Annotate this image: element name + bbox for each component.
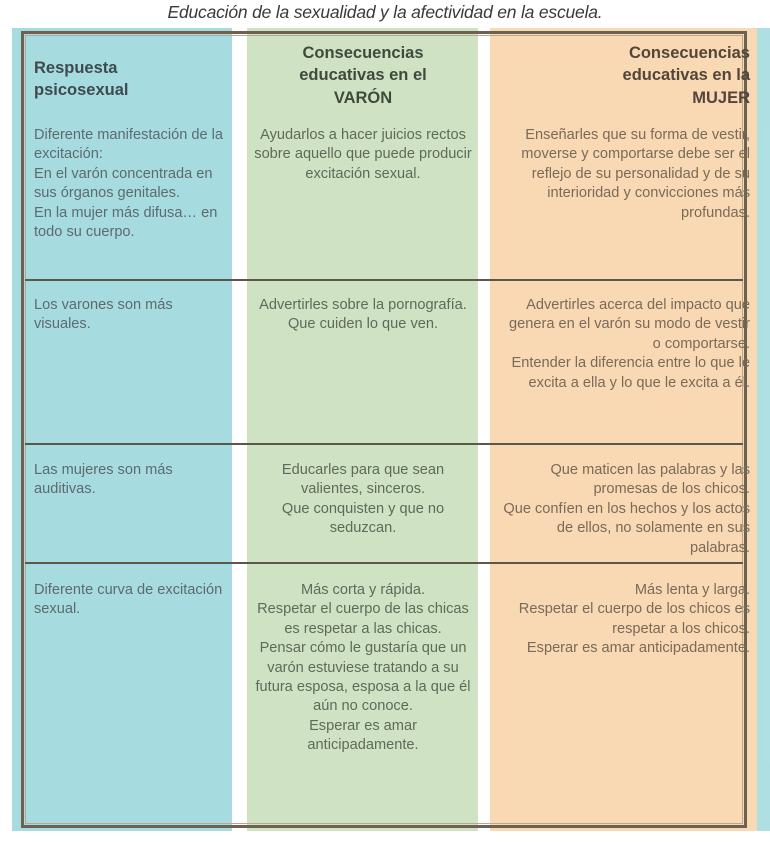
column-header-varon: Consecuencias educativas en el VARÓN (299, 44, 427, 107)
table-cell-mujer: Advertirles acerca del impacto que genera en el varón su modo de vestir o comportarse. Entender la diferencia entre lo que le excita a ella y lo que le excita a él. (509, 297, 750, 391)
table-cell-respuesta-psicosexual: Diferente manifestación de la excitación: En el varón concentrada en sus órganos genitales. En la mujer más difusa… en todo su cuerpo. (34, 127, 224, 241)
table-cell-varon: Advertirles sobre la pornografía. Que cuiden lo que ven. (259, 297, 467, 333)
table-cell-respuesta-psicosexual: Los varones son más visuales. (34, 297, 173, 333)
table-cell-respuesta-psicosexual: Las mujeres son más auditivas. (34, 462, 173, 498)
table-cell-mujer: Que maticen las palabras y las promesas de los chicos. Que confíen en los hechos y los actos de ellos, no solamente en sus palabras. (503, 462, 750, 556)
page-title: Educación de la sexualidad y la afectividad en la escuela. (167, 2, 603, 22)
table-cell-varon: Más corta y rápida. Respetar el cuerpo de las chicas es respetar a las chicas. Pensar cómo le gustaría que un varón estuviese tratando a su futura esposa, esposa a la que él aún no conoce. Esperar es amar anticipadamente. (255, 582, 471, 754)
table-cell-varon: Ayudarlos a hacer juicios rectos sobre aquello que puede producir excitación sexual. (254, 127, 472, 182)
right-edge-teal-strip-fade (757, 28, 770, 831)
table-cell-mujer: Más lenta y larga. Respetar el cuerpo de los chicos es respetar a los chicos. Esperar es amar anticipadamente. (518, 582, 750, 657)
column-header-respuesta-psicosexual: Respuesta psicosexual (34, 59, 129, 100)
table-cell-respuesta-psicosexual: Diferente curva de excitación sexual. (34, 582, 223, 618)
table-cell-mujer: Enseñarles que su forma de vestir, moverse y comportarse debe ser el reflejo de su personalidad y de su interioridad y convicciones más profundas. (521, 127, 750, 221)
column-header-mujer: Consecuencias educativas en la MUJER (622, 44, 750, 107)
table-cell-varon: Educarles para que sean valientes, sinceros. Que conquisten y que no seduzcan. (281, 462, 445, 537)
